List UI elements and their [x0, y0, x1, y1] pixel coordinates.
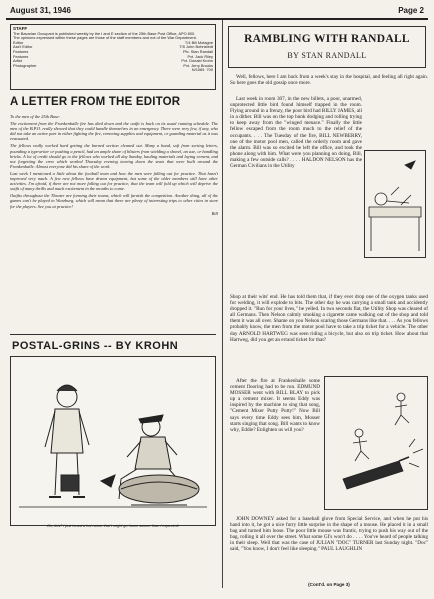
- staff-role: Features: [13, 53, 29, 59]
- staff-role: Artist: [13, 58, 22, 64]
- letter-paragraph: The fellows really worked hard getting the burned section cleaned out. Many a hand, soft from sorting letters, pounding a typewriter or pushing a pencil, had an ample share of blisters from wielding a shovel, an axe, or handling bricks. A lot of credit should go to the fellows who worked all day Sunday, hauling materials and laying cement, and not forgetting the crew which worked Thursday evening tearing down the seats that were built around the Frankenhalle. Almost everyone did his share of the work.: [10, 143, 218, 169]
- rambling-column-narrow-2: [230, 378, 320, 433]
- staff-title: STAFF: [13, 26, 28, 31]
- rambling-paragraph: JOHN DOWNEY asked for a baseball glove from Special Service, and when he put his hand into it, he got a nice furry little surprise in the shape of a mouse. He placed it in a small bag and turned him loose. The poor little mouse was frantic, trying to push his way out of the bag, rolling it all over the street. What some GI's won't do . . . . You've heard of people talking in their sleep. Well that was the case of JULIAN "DOC" TURNER last Sunday night. "Doc" said, "You know, I don't feel like sleeping." PAUL LAUGHLIN: [230, 516, 428, 553]
- rambling-paragraph: Well, fellows, here I am back from a week's stay in the hospital, and feeling all right again. So here goes the old gossip once more.: [230, 74, 428, 87]
- cartoon-heading: POSTAL-GRINS -- BY KROHN: [12, 340, 179, 352]
- hospital-illustration: [364, 150, 426, 258]
- rambling-byline: BY STAN RANDALL: [287, 51, 367, 60]
- letter-paragraph: Outfits throughout the Theater are forming their teams, which will furnish the competition. Another thing, all of the games can't be played in Wurzburg, which will mean that there are plenty of interesting trips to other cities in store for the players. See you at practice!: [10, 193, 218, 209]
- staff-name: Pvt. Jack Riley: [187, 53, 213, 59]
- continued-note: (Cont'd. on Page 3): [308, 582, 350, 587]
- rambling-paragraph: Shop at their wits' end. He has told them that, if they ever drop one of the oxygen tanks used for welding, it will explode to bits. The other day he was carrying a small tank and accidently dropped it. "Run for your lives," he yelled. In two seconds flat, the Utility Shop was cleared of all Germans. Then Nelson calmly smoking a cigarette came walking out of the shop and told them it was all over. Shame on you Nelson scaring those Germans like that. . . . As you fellows probably know, the men from the motor pool have to take a trip ticket for a vehicle. The other day ARNOLD HARTWEG was seen riding a bicycle, but also on trip ticket. How about that Hartweg, did you get an errand ticket for that?: [230, 294, 428, 343]
- rambling-column-wide: [230, 294, 428, 343]
- cartoon-illustration: [10, 356, 216, 526]
- staff-number: N/1069. 700: [191, 67, 213, 73]
- letter-salutation: To the men of the 25th Base:: [10, 114, 61, 119]
- letter-paragraph: Last week I mentioned a little about the football team and how the men were falling out for practice. That hasn't improved very much. A few new fellows have drawn equipment, but some of the older members still have other activities. I'm afraid, if there are not more falling out for practice, that the team will fold up which will deprive the outfit of many thrills and much excitement in the months to come.: [10, 170, 218, 192]
- bunk-drawing: [365, 151, 425, 257]
- tank-drawing: [325, 377, 427, 509]
- rambling-column-bottom: [230, 516, 428, 553]
- staff-name: Pfc. Stan Randall: [182, 48, 213, 54]
- rambling-intro: [230, 74, 428, 86]
- issue-date: August 31, 1946: [10, 6, 71, 15]
- section-rule: [10, 334, 216, 335]
- staff-role: Features: [13, 48, 29, 54]
- staff-disclaimer: The opinions expressed within these pages are those of the staff members and not of the War Department.: [13, 35, 197, 41]
- rambling-paragraph: Last week in room 307, in the new billets, a poor, unarmed, unprotected little bird found himself trapped in the room. Flying around in a frenzy, the poor bird had BILLY JAMES, all in a dither. Bill was on the top bunk dodging and rolling trying to keep away from the "winged menace." Finally the little fellow escaped from the room much to the relief of the occupants. . . . The Tuesday of the fire, BILL NEWBERRY, one of the motor pool men, called the orderly room and gave the alarm. Bill was so excited he left the office, and took the phone along with him. What were you planning on doing, Bill, making a few outside calls? . . . . HALDON NELSON has the German Civilians in the Utility: [230, 96, 362, 170]
- oxygen-tank-illustration: [324, 376, 428, 510]
- header-rule: [6, 18, 428, 20]
- staff-role: Photographer: [13, 62, 37, 68]
- letter-paragraph: The excitement from the Frankenhalle fire has died down and the outfit is back on its usual running schedule. The men of the B.P.O. really showed that they could handle themselves in an emergency. There were very few, if any, who did not take an active part in either fighting the fire, removing supplies and equipment, or guarding material as it was evacuated.: [10, 121, 218, 142]
- staff-box: [10, 24, 216, 90]
- staff-intro: The Bavarian Occupant is published weekly by the I and E section of the 25th Base Post Office, APO 800.: [13, 30, 196, 36]
- cartoon-drawing: [11, 357, 215, 525]
- page-number: Page 2: [398, 6, 424, 15]
- staff-name: Pvt. Donald Krohn: [181, 58, 213, 64]
- rambling-header-box: [228, 26, 426, 68]
- staff-name: Pvt. Jerry Brooks: [183, 62, 213, 68]
- editor-letter-body: [10, 114, 218, 332]
- staff-role: Editor: [13, 39, 24, 45]
- editor-letter-heading: A LETTER FROM THE EDITOR: [10, 96, 181, 108]
- newspaper-page: [6, 4, 428, 595]
- staff-role: Ass't Editor: [13, 44, 33, 50]
- staff-name: T/5 John Bohnstedt: [179, 44, 213, 50]
- rambling-heading: RAMBLING WITH RANDALL: [244, 33, 410, 45]
- rambling-paragraph: After the fire at Frankenhalle some cement flooring had to be run. EDMUND MOSSER went with BILL BLAY to pick up a cement mixer. It seems Eddy was inspired by the machine to sing that song, "Cement Mixer Putty Putty!" Now Bill says every time Eddy sees him, Mosser starts singing that song. Bill wants to know why, Eddie? Enlighten us will you?: [230, 378, 320, 433]
- rambling-column-narrow: [230, 96, 362, 169]
- cartoon-caption: Oh, this? I just heard a hot rumor that I might go home sooner than I expected!: [47, 524, 179, 528]
- column-divider: [222, 20, 223, 588]
- staff-name: T/4 Bill Motagne: [184, 39, 213, 45]
- letter-signature: Bill: [211, 210, 218, 216]
